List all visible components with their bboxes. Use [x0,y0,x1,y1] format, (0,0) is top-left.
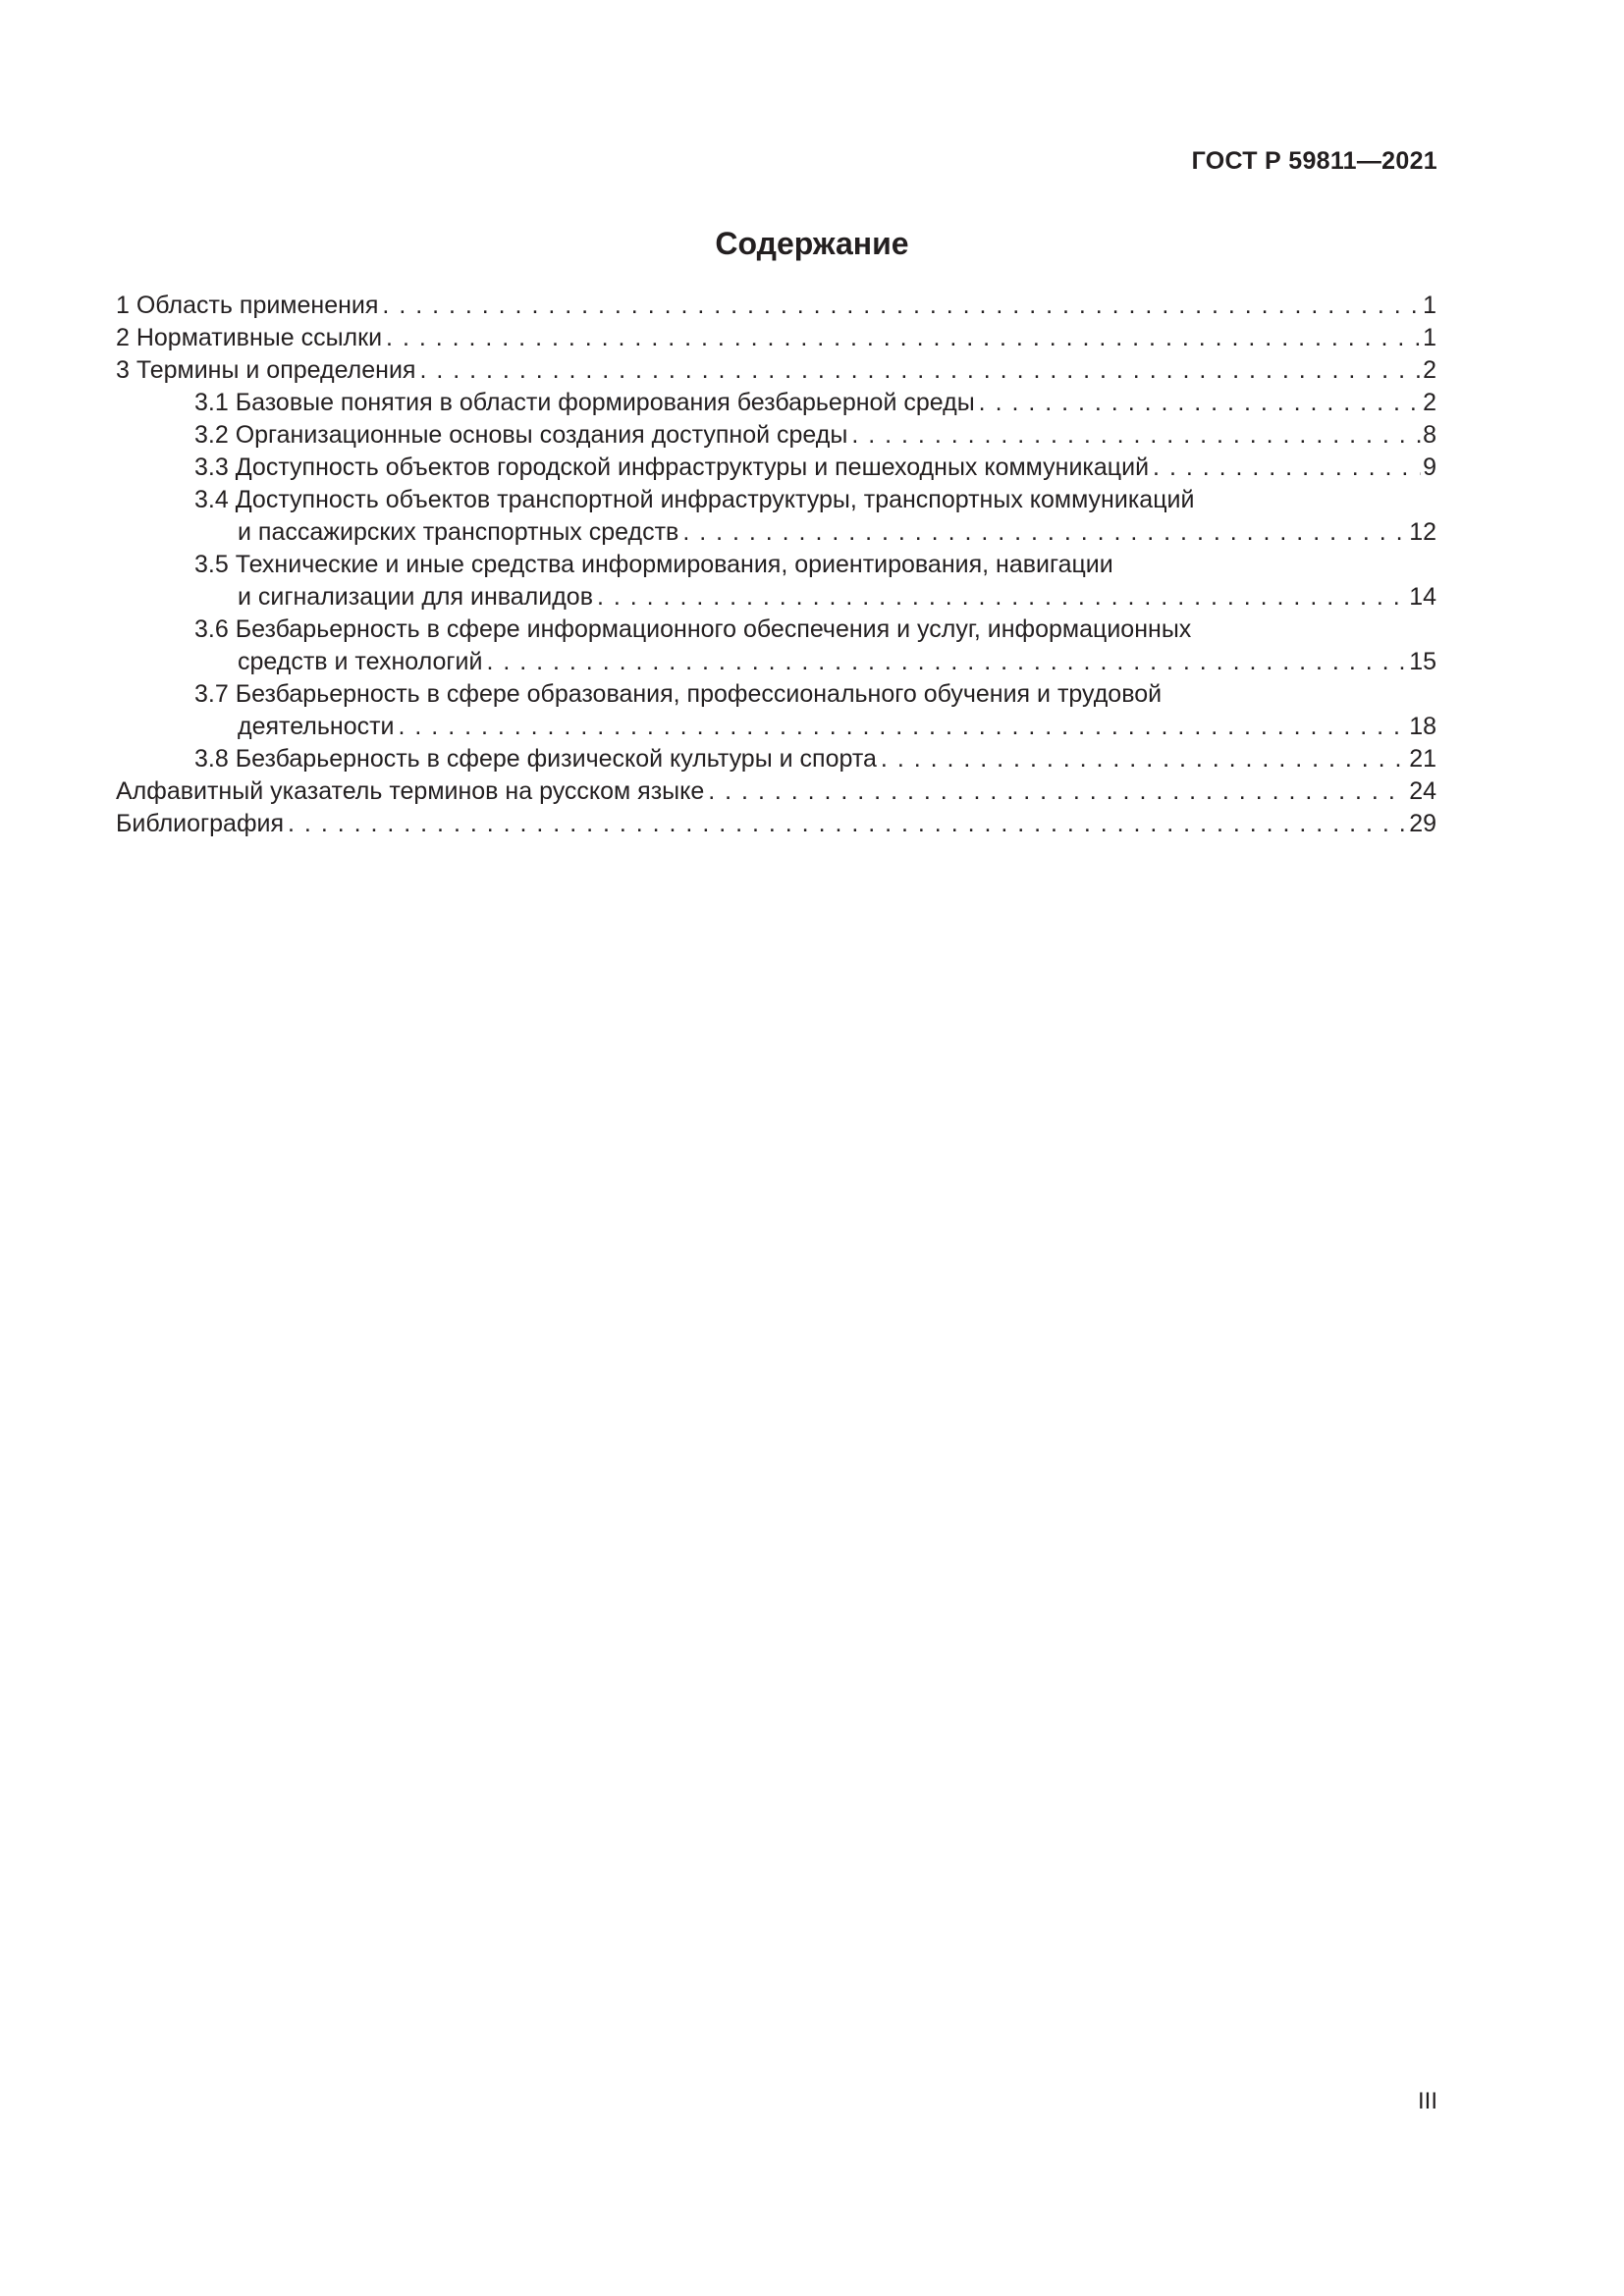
dot-leader [486,646,1407,678]
toc-entry-page: 18 [1409,713,1436,740]
toc-entry-page: 8 [1423,421,1436,449]
toc-entry-page: 2 [1423,356,1436,384]
dot-leader [288,808,1407,840]
document-code: ГОСТ Р 59811—2021 [1191,147,1437,175]
toc-entry-page: 29 [1409,810,1436,837]
toc-entry-label: 3.5 Технические и иные средства информирования, ориентирования, навигации [194,551,1113,578]
toc-entry-label: Библиография [116,810,285,837]
toc-entry-label: 3.6 Безбарьерность в сфере информационного обеспечения и услуг, информационных [194,615,1192,643]
toc-entry[interactable] [116,743,1436,775]
dot-leader [851,419,1421,452]
dot-leader [399,711,1408,743]
toc-entry-page: 2 [1423,389,1436,416]
toc-entry-label: средств и технологий [238,648,483,675]
toc-entry-label: 1 Область применения [116,292,379,319]
toc-entry[interactable] [116,419,1436,452]
dot-leader [708,775,1407,808]
toc-entry-label: 3.8 Безбарьерность в сфере физической культуры и спорта [194,745,877,773]
dot-leader [597,581,1407,614]
toc-entry[interactable] [116,484,1436,549]
toc-entry-label: 3.4 Доступность объектов транспортной инфраструктуры, транспортных коммуникаций [194,486,1195,513]
toc-entry-page: 21 [1409,745,1436,773]
toc-entry-label: 3.7 Безбарьерность в сфере образования, профессионального обучения и трудовой [194,680,1163,708]
toc-entry-page: 1 [1423,324,1436,351]
toc-entry-page: 24 [1409,777,1436,805]
toc-entry[interactable] [116,808,1436,840]
toc-entry[interactable] [116,678,1436,743]
toc-entry-label: и пассажирских транспортных средств [238,518,679,546]
toc-entry-label: Алфавитный указатель терминов на русском языке [116,777,705,805]
toc-entry[interactable] [116,452,1436,484]
toc-entry[interactable] [116,614,1436,678]
toc-entry[interactable] [116,354,1436,387]
toc-entry[interactable] [116,549,1436,614]
toc-entry-page: 14 [1409,583,1436,611]
dot-leader [1153,452,1421,484]
dot-leader [419,354,1421,387]
toc-entry-page: 12 [1409,518,1436,546]
toc-entry[interactable] [116,322,1436,354]
toc-entry-page: 9 [1423,454,1436,481]
dot-leader [979,387,1421,419]
toc-entry[interactable] [116,775,1436,808]
page-number: III [1417,2088,1437,2114]
dot-leader [386,322,1421,354]
toc-title: Содержание [715,226,909,261]
toc-entry-page: 1 [1423,292,1436,319]
toc-entry-label: 3 Термины и определения [116,356,416,384]
dot-leader [382,290,1421,322]
toc-entry-label: 3.3 Доступность объектов городской инфраструктуры и пешеходных коммуникаций [194,454,1150,481]
table-of-contents [116,290,1436,840]
dot-leader [682,516,1407,549]
toc-entry-label: 2 Нормативные ссылки [116,324,383,351]
toc-entry[interactable] [116,387,1436,419]
toc-entry-label: и сигнализации для инвалидов [238,583,593,611]
toc-entry-label: 3.2 Организационные основы создания доступной среды [194,421,848,449]
toc-entry[interactable] [116,290,1436,322]
toc-entry-label: деятельности [238,713,395,740]
toc-entry-page: 15 [1409,648,1436,675]
toc-entry-label: 3.1 Базовые понятия в области формирования безбарьерной среды [194,389,975,416]
dot-leader [881,743,1407,775]
